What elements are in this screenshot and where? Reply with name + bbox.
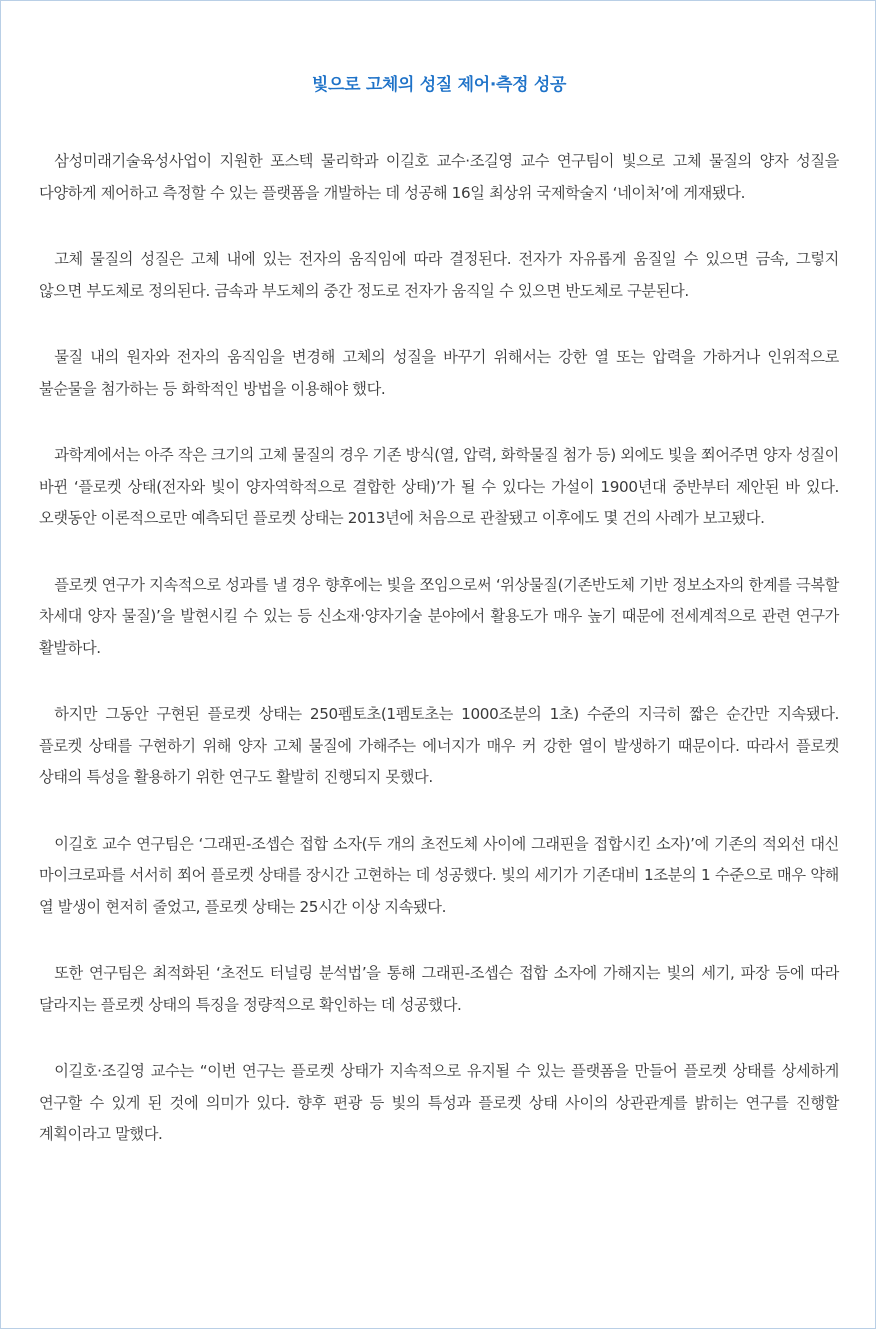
article-paragraph: 삼성미래기술육성사업이 지원한 포스텍 물리학과 이길호 교수·조길영 교수 연구팀이 빛으로 고체 물질의 양자 성질을 다양하게 제어하고 측정할 수 있는 플랫폼을 개발하는 데 성공해 16일 최상위 국제학술지 ‘네이처’에 게재됐다. <box>39 152 839 202</box>
article-paragraph: 하지만 그동안 구현된 플로켓 상태는 250펨토초(1펨토초는 1000조분의 1초) 수준의 지극히 짧은 순간만 지속됐다. 플로켓 상태를 구현하기 위해 양자 고체 물질에 가해주는 에너지가 매우 커 강한 열이 발생하기 때문이다. 따라서 플로켓 상태의 특성을 활용하기 위한 연구도 활발히 진행되지 못했다. <box>39 705 839 786</box>
article-paragraph: 이길호·조길영 교수는 “이번 연구는 플로켓 상태가 지속적으로 유지될 수 있는 플랫폼을 만들어 플로켓 상태를 상세하게 연구할 수 있게 된 것에 의미가 있다. 향후 편광 등 빛의 특성과 플로켓 상태 사이의 상관관계를 밝히는 연구를 진행할 계획이라고 말했다. <box>39 1062 839 1143</box>
article-paragraph: 고체 물질의 성질은 고체 내에 있는 전자의 움직임에 따라 결정된다. 전자가 자유롭게 움질일 수 있으면 금속, 그렇지 않으면 부도체로 정의된다. 금속과 부도체의 중간 정도로 전자가 움직일 수 있으면 반도체로 구분된다. <box>39 250 839 300</box>
article-title: 빛으로 고체의 성질 제어·측정 성공 <box>311 75 567 96</box>
article-paragraph: 이길호 교수 연구팀은 ‘그래핀-조셉슨 접합 소자(두 개의 초전도체 사이에 그래핀을 접합시킨 소자)’에 기존의 적외선 대신 마이크로파를 서서히 쬐어 플로켓 상태를 장시간 고현하는 데 성공했다. 빛의 세기가 기존대비 1조분의 1 수준으로 매우 약해 열 발생이 현저히 줄었고, 플로켓 상태는 25시간 이상 지속됐다. <box>39 834 839 916</box>
article-paragraph: 과학계에서는 아주 작은 크기의 고체 물질의 경우 기존 방식(열, 압력, 화학물질 첨가 등) 외에도 빛을 쬐어주면 양자 성질이 바뀐 ‘플로켓 상태(전자와 빛이 양자역학적으로 결합한 상태)’가 될 수 있다는 가설이 1900년대 중반부터 제안된 바 있다. 오랫동안 이론적으로만 예측되던 플로켓 상태는 2013년에 처음으로 관찰됐고 이후에도 몇 건의 사례가 보고됐다. <box>39 446 840 527</box>
article-paragraph: 물질 내의 원자와 전자의 움직임을 변경해 고체의 성질을 바꾸기 위해서는 강한 열 또는 압력을 가하거나 인위적으로 불순물을 첨가하는 등 화학적인 방법을 이용해야 했다. <box>39 348 839 398</box>
article-body <box>39 146 839 1186</box>
article-paragraph: 또한 연구팀은 최적화된 ‘초전도 터널링 분석법’을 통해 그래핀-조셉슨 접합 소자에 가해지는 빛의 세기, 파장 등에 따라 달라지는 플로켓 상태의 특징을 정량적으로 확인하는 데 성공했다. <box>39 964 839 1014</box>
article-paragraph: 플로켓 연구가 지속적으로 성과를 낼 경우 향후에는 빛을 쪼임으로써 ‘위상물질(기존반도체 기반 정보소자의 한계를 극복할 차세대 양자 물질)’을 발현시킬 수 있는 등 신소재·양자기술 분야에서 활용도가 매우 높기 때문에 전세계적으로 관련 연구가 활발하다. <box>39 575 839 657</box>
